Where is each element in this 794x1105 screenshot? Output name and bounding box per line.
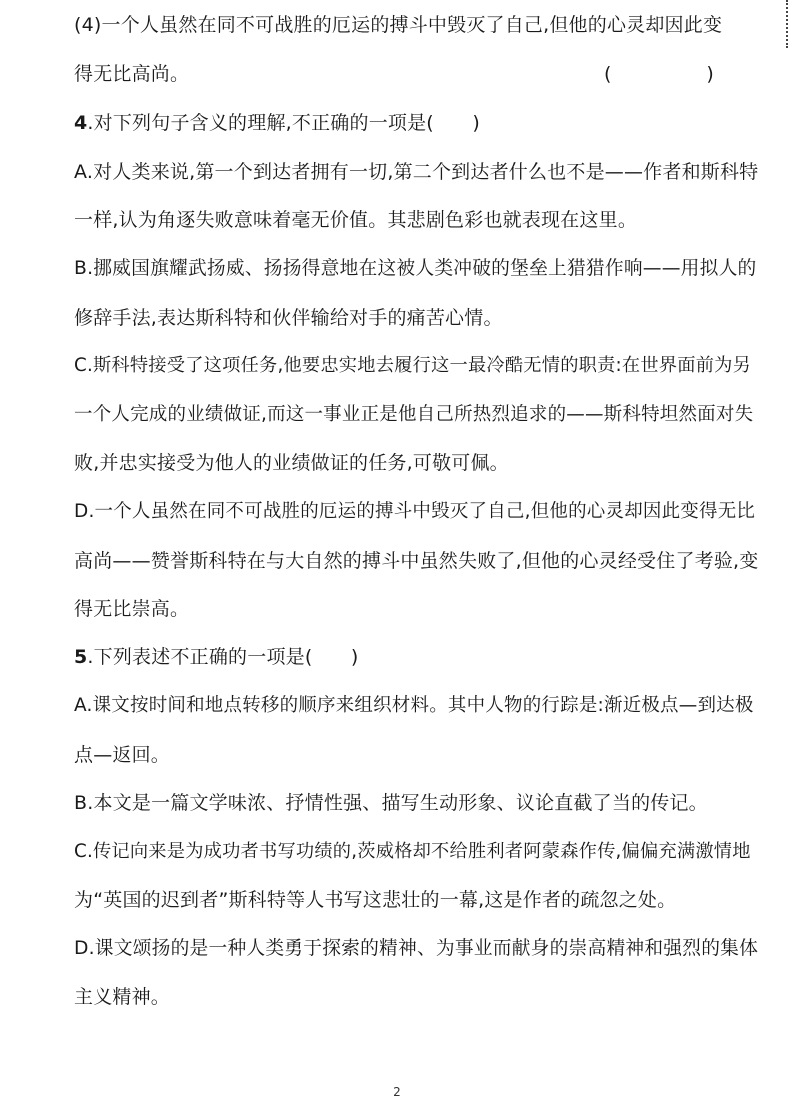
q4-option-d-line3: 得无比崇高。 bbox=[74, 598, 190, 620]
q5-option-a-line1: A.课文按时间和地点转移的顺序来组织材料。其中人物的行踪是:渐近极点—到达极 bbox=[74, 695, 754, 716]
q5-option-d-line1: D.课文颂扬的是一种人类勇于探索的精神、为事业而献身的崇高精神和强烈的集体 bbox=[74, 938, 759, 959]
q5-stem bbox=[74, 643, 359, 671]
q5-option-c-line1: C.传记向来是为成功者书写功绩的,茨威格却不给胜利者阿蒙森作传,偏偏充满激情地 bbox=[74, 841, 751, 862]
q4-number: 4 bbox=[74, 112, 88, 134]
q5-option-d-line2: 主义精神。 bbox=[74, 986, 171, 1008]
q4-option-b-line1: B.挪威国旗耀武扬威、扬扬得意地在这被人类冲破的堡垒上猎猎作响——用拟人的 bbox=[74, 258, 757, 279]
q5-option-b-line1: B.本文是一篇文学味浓、抒情性强、描写生动形象、议论直截了当的传记。 bbox=[74, 792, 708, 814]
q5-number: 5 bbox=[74, 646, 88, 668]
q3-item4-line2: 得无比高尚。 bbox=[74, 63, 190, 85]
q4-stem bbox=[74, 109, 480, 137]
q4-option-c-line2: 一个人完成的业绩做证,而这一事业正是他自己所热烈追求的——斯科特坦然面对失 bbox=[74, 404, 754, 425]
binding-margin-dots bbox=[786, 0, 788, 48]
q4-option-b-line2: 修辞手法,表达斯科特和伙伴输给对手的痛苦心情。 bbox=[74, 307, 503, 329]
q4-option-a-line1: A.对人类来说,第一个到达者拥有一切,第二个到达者什么也不是——作者和斯科特 bbox=[74, 161, 759, 183]
q4-option-c-line3: 败,并忠实接受为他人的业绩做证的任务,可敬可佩。 bbox=[74, 452, 509, 474]
q4-option-a-line2: 一样,认为角逐失败意味着毫无价值。其悲剧色彩也就表现在这里。 bbox=[74, 209, 638, 231]
q4-option-c-line1: C.斯科特接受了这项任务,他要忠实地去履行这一最冷酷无情的职责:在世界面前为另 bbox=[74, 355, 752, 376]
q4-option-d-line1: D.一个人虽然在同不可战胜的厄运的搏斗中毁灭了自己,但他的心灵却因此变得无比 bbox=[74, 501, 756, 522]
q5-stem-text: .下列表述不正确的一项是( ) bbox=[87, 646, 359, 668]
q4-option-d-line2: 高尚——赞誉斯科特在与大自然的搏斗中虽然失败了,但他的心灵经受住了考验,变 bbox=[74, 550, 759, 572]
q3-item4-line1: (4)一个人虽然在同不可战胜的厄运的搏斗中毁灭了自己,但他的心灵却因此变 bbox=[74, 14, 723, 36]
q5-option-a-line2: 点—返回。 bbox=[74, 744, 171, 766]
q5-option-c-line2: 为“英国的迟到者”斯科特等人书写这悲壮的一幕,这是作者的疏忽之处。 bbox=[74, 889, 677, 911]
answer-blank: ( ) bbox=[604, 63, 714, 85]
page-number: 2 bbox=[393, 1085, 401, 1099]
q4-stem-text: .对下列句子含义的理解,不正确的一项是( ) bbox=[87, 112, 480, 134]
